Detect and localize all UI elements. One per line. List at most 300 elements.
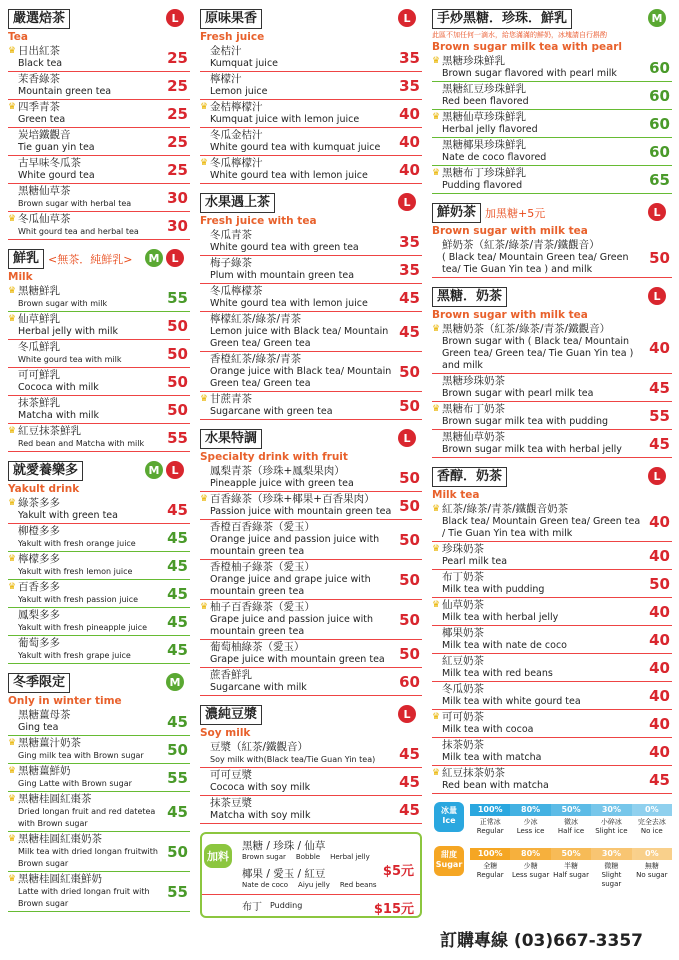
item-name-en: Latte with dried longan fruit with Brown sugar xyxy=(18,887,150,908)
size-L-badge: L xyxy=(648,203,666,221)
section-subtitle: Soy milk xyxy=(200,727,251,739)
item-name-en: Milk tea with nate de coco xyxy=(442,640,567,651)
item-price: 50 xyxy=(399,570,420,589)
item-name-en: Brown sugar with pearl milk tea xyxy=(442,388,594,399)
item-name-en: Brown sugar with herbal tea xyxy=(18,199,132,208)
menu-item xyxy=(432,654,672,682)
item-name-cn: 黑糖紅豆珍珠鮮乳 xyxy=(442,83,526,95)
addon-en: Aiyu jelly xyxy=(298,881,330,889)
section-extra: <無茶．純鮮乳> xyxy=(48,253,133,266)
sugar-level: 50% xyxy=(551,848,591,860)
item-name-en: Plum with mountain green tea xyxy=(210,270,355,281)
size-badges xyxy=(166,9,184,27)
section-header xyxy=(200,428,422,450)
section-header xyxy=(432,466,672,488)
crown-icon: ♛ xyxy=(8,314,17,324)
section-subtitle: Tea xyxy=(8,31,28,43)
item-price: 40 xyxy=(399,160,420,179)
ice-label xyxy=(591,818,631,836)
section-header xyxy=(432,286,672,308)
crown-icon: ♛ xyxy=(8,286,17,296)
ice-label-cn: 微冰 xyxy=(564,818,579,826)
item-price: 45 xyxy=(167,500,188,519)
size-badges xyxy=(648,9,666,27)
menu-item xyxy=(432,322,672,374)
item-name-en: Kumquat juice with lemon juice xyxy=(210,114,360,125)
menu-item xyxy=(8,764,190,792)
item-name-cn: 四季青茶 xyxy=(18,101,60,113)
item-name-cn: 柳橙多多 xyxy=(18,525,60,537)
menu-item xyxy=(200,284,422,312)
item-name-cn: 紅茶/綠茶/青茶/鐵觀音奶茶 xyxy=(442,503,569,515)
item-price: 40 xyxy=(399,104,420,123)
item-price: 45 xyxy=(167,556,188,575)
section-header xyxy=(8,8,190,30)
item-price: 50 xyxy=(399,644,420,663)
item-name-en: Ging milk tea with Brown sugar xyxy=(18,751,144,760)
menu-item xyxy=(8,340,190,368)
section-header xyxy=(432,202,672,224)
item-name-en: White gourd tea with milk xyxy=(18,355,122,364)
item-name-cn: 鳳梨青茶（珍珠+鳳梨果肉） xyxy=(210,465,345,477)
item-price: 40 xyxy=(649,546,670,565)
item-name-en: Dried longan fruit and red datetea with Brown sugar xyxy=(18,807,156,828)
menu-item xyxy=(8,608,190,636)
item-price: 40 xyxy=(649,658,670,677)
item-name-cn: 茉香綠茶 xyxy=(18,73,60,85)
ice-labels xyxy=(470,818,672,836)
item-price: 45 xyxy=(649,434,670,453)
item-name-en: Tie guan yin tea xyxy=(18,142,95,153)
item-name-en: Red been flavored xyxy=(442,96,529,107)
addon-en: Brown sugar xyxy=(242,853,286,861)
menu-item xyxy=(200,768,422,796)
item-name-cn: 黑糖桂圓紅棗奶茶 xyxy=(18,833,102,845)
item-name-cn: 葡萄多多 xyxy=(18,637,60,649)
crown-icon: ♛ xyxy=(432,404,441,414)
item-name-cn: 金桔汁 xyxy=(210,45,242,57)
menu-section xyxy=(432,286,672,458)
menu-item xyxy=(200,156,422,184)
sugar-level-bar xyxy=(470,848,672,860)
menu-column-2 xyxy=(200,8,422,918)
menu-item xyxy=(432,238,672,278)
item-name-cn: 可可鮮乳 xyxy=(18,369,60,381)
menu-item xyxy=(8,72,190,100)
item-name-cn: 梅子綠茶 xyxy=(210,257,252,269)
item-name-en: Black tea xyxy=(18,58,63,69)
item-price: 55 xyxy=(167,882,188,901)
menu-item xyxy=(432,626,672,654)
size-badges xyxy=(166,673,184,691)
sugar-scale xyxy=(432,846,672,888)
menu-item xyxy=(432,766,672,794)
addon-en: Nate de coco xyxy=(242,881,289,889)
size-M-badge: M xyxy=(648,9,666,27)
menu-section xyxy=(200,704,422,824)
menu-item xyxy=(8,424,190,452)
ice-label xyxy=(632,818,672,836)
menu-item xyxy=(8,832,190,872)
menu-item xyxy=(432,110,672,138)
menu-item xyxy=(8,44,190,72)
item-name-en: Grape juice with mountain green tea xyxy=(210,654,385,665)
item-name-cn: 蔗香鮮乳 xyxy=(210,669,252,681)
item-price: 50 xyxy=(167,316,188,335)
section-title: 鮮奶茶 xyxy=(432,203,481,223)
item-price: 30 xyxy=(167,188,188,207)
menu-item xyxy=(8,496,190,524)
menu-item xyxy=(200,256,422,284)
item-name-en: White gourd tea with green tea xyxy=(210,242,359,253)
sugar-label xyxy=(510,862,550,889)
sugar-label-en: Regular xyxy=(476,871,504,879)
crown-icon: ♛ xyxy=(432,168,441,178)
item-name-cn: 百香多多 xyxy=(18,581,60,593)
ice-level-bar xyxy=(470,804,672,816)
item-name-en: Nate de coco flavored xyxy=(442,152,547,163)
menu-section xyxy=(8,460,190,664)
menu-section xyxy=(432,466,672,794)
crown-icon: ♛ xyxy=(200,394,209,404)
item-price: 40 xyxy=(649,742,670,761)
item-name-cn: 百香綠茶（珍珠+椰果+百香果肉） xyxy=(210,493,375,505)
item-price: 40 xyxy=(649,338,670,357)
section-header xyxy=(200,8,422,30)
size-badges xyxy=(398,9,416,27)
item-name-en: White gourd tea xyxy=(18,170,95,181)
size-badges xyxy=(398,193,416,211)
item-name-en: Sugarcane with milk xyxy=(210,682,307,693)
section-title: 黑糖．奶茶 xyxy=(432,287,507,307)
size-badges xyxy=(648,467,666,485)
item-name-cn: 黑糖薑鮮奶 xyxy=(18,765,71,777)
item-price: 40 xyxy=(649,630,670,649)
sugar-label-en: Less sugar xyxy=(511,871,550,879)
menu-item xyxy=(8,872,190,912)
sugar-label-en: Slight sugar xyxy=(601,871,622,888)
sugar-label-cn: 全糖 xyxy=(483,862,498,870)
item-price: 25 xyxy=(167,76,188,95)
item-name-en: Milk tea with dried longan fruitwith Brown sugar xyxy=(18,847,158,868)
item-name-en: Pearl milk tea xyxy=(442,556,508,567)
size-badges xyxy=(398,429,416,447)
menu-item xyxy=(200,560,422,600)
item-name-en: Black tea/ Mountain Green tea/ Green tea / Tie Guan Yin tea with milk xyxy=(442,516,641,539)
item-name-en: Herbal jelly flavored xyxy=(442,124,538,135)
item-name-cn: 黑糖布丁珍珠鮮乳 xyxy=(442,167,526,179)
size-L-badge: L xyxy=(398,705,416,723)
item-price: 35 xyxy=(399,232,420,251)
item-price: 45 xyxy=(399,322,420,341)
ice-label-en: Regular xyxy=(476,827,504,835)
item-price: 35 xyxy=(399,260,420,279)
item-price: 50 xyxy=(399,610,420,629)
menu-item xyxy=(200,668,422,696)
section-title: 手炒黑糖．珍珠．鮮乳 xyxy=(432,9,572,29)
menu-item xyxy=(432,54,672,82)
crown-icon: ♛ xyxy=(432,600,441,610)
menu-item xyxy=(432,570,672,598)
crown-icon: ♛ xyxy=(432,504,441,514)
menu-item xyxy=(8,156,190,184)
item-name-en: Yakult with fresh passion juice xyxy=(18,595,139,604)
item-price: 55 xyxy=(167,428,188,447)
item-name-en: Green tea xyxy=(18,114,66,125)
menu-section xyxy=(432,8,672,194)
crown-icon: ♛ xyxy=(200,602,209,612)
item-name-en: Brown sugar milk tea with pudding xyxy=(442,416,609,427)
menu-item xyxy=(432,402,672,430)
ice-label-en: Half ice xyxy=(557,827,585,835)
menu-item xyxy=(8,792,190,832)
item-price: 45 xyxy=(167,640,188,659)
menu-item xyxy=(8,368,190,396)
sugar-label-cn: 無糖 xyxy=(644,862,659,870)
item-price: 50 xyxy=(399,530,420,549)
crown-icon: ♛ xyxy=(432,768,441,778)
item-name-cn: 黑糖珍珠奶茶 xyxy=(442,375,505,387)
item-price: 50 xyxy=(649,248,670,267)
item-price: 60 xyxy=(649,86,670,105)
column-2-sections xyxy=(200,8,422,824)
menu-item xyxy=(200,464,422,492)
addon-en: Bobble xyxy=(295,853,321,861)
menu-item xyxy=(8,552,190,580)
menu-item xyxy=(200,796,422,824)
item-price: 55 xyxy=(167,768,188,787)
item-price: 60 xyxy=(649,58,670,77)
addon-row-2-cn: 椰果 / 愛玉 / 紅豆 xyxy=(242,868,326,880)
crown-icon: ♛ xyxy=(8,102,17,112)
menu-item xyxy=(8,184,190,212)
item-name-en: Brown sugar with ( Black tea/ Mountain Green tea/ Green tea/ Tie Guan Yin tea ) and milk xyxy=(442,336,634,371)
item-price: 25 xyxy=(167,132,188,151)
menu-item xyxy=(8,736,190,764)
item-name-cn: 冬瓜檸檬汁 xyxy=(210,157,263,169)
item-name-en: Sugarcane with green tea xyxy=(210,406,333,417)
crown-icon: ♛ xyxy=(8,834,17,844)
item-price: 60 xyxy=(649,142,670,161)
item-name-en: Whit gourd tea and herbal tea xyxy=(18,227,139,236)
size-badges xyxy=(145,249,184,267)
item-name-cn: 紅豆奶茶 xyxy=(442,655,484,667)
section-subtitle: Only in winter time xyxy=(8,695,122,707)
item-name-cn: 黑糖桂圓紅棗鮮奶 xyxy=(18,873,102,885)
item-name-en: Milk tea with herbal jelly xyxy=(442,612,559,623)
item-name-en: Passion juice with mountain green tea xyxy=(210,506,392,517)
size-badges xyxy=(648,287,666,305)
item-price: 60 xyxy=(399,672,420,691)
item-name-cn: 甘蔗青茶 xyxy=(210,393,252,405)
menu-column-3 xyxy=(432,8,672,888)
section-header xyxy=(200,192,422,214)
menu-item xyxy=(200,600,422,640)
addon-pudding-en: Pudding xyxy=(270,901,303,910)
order-hotline: 訂購專線 (03)667-3357 xyxy=(440,931,643,951)
menu-item xyxy=(200,492,422,520)
section-header xyxy=(8,248,190,270)
item-price: 35 xyxy=(399,76,420,95)
menu-item xyxy=(432,166,672,194)
item-name-cn: 古早味冬瓜茶 xyxy=(18,157,81,169)
menu-item xyxy=(8,312,190,340)
item-name-en: Lemon juice with Black tea/ Mountain Green tea/ Green tea xyxy=(210,326,389,349)
menu-column-1 xyxy=(8,8,190,920)
size-badges xyxy=(648,203,666,221)
item-name-cn: 紅豆抹茶鮮乳 xyxy=(18,425,81,437)
item-price: 45 xyxy=(399,800,420,819)
item-name-en: Soy milk with(Black tea/Tie Guan Yin tea) xyxy=(210,755,376,764)
ice-label-en: Less ice xyxy=(516,827,545,835)
menu-item xyxy=(200,392,422,420)
item-name-en: Yakult with fresh grape juice xyxy=(18,651,131,660)
menu-item xyxy=(200,312,422,352)
size-L-badge: L xyxy=(648,467,666,485)
crown-icon: ♛ xyxy=(432,56,441,66)
menu-item xyxy=(8,580,190,608)
item-price: 50 xyxy=(167,842,188,861)
item-price: 45 xyxy=(167,584,188,603)
item-price: 30 xyxy=(167,216,188,235)
menu-item xyxy=(432,710,672,738)
ice-label-cn: 少冰 xyxy=(523,818,538,826)
item-name-en: White gourd tea with lemon juice xyxy=(210,170,368,181)
sugar-level: 0% xyxy=(632,848,672,860)
item-name-en: Kumquat juice xyxy=(210,58,279,69)
addon-row-1-cn: 黑糖 / 珍珠 / 仙草 xyxy=(242,840,326,852)
item-price: 55 xyxy=(649,406,670,425)
menu-section xyxy=(200,8,422,184)
item-name-en: ( Black tea/ Mountain Green tea/ Green tea/ Tie Guan Yin tea ) and milk xyxy=(442,252,629,275)
menu-item xyxy=(8,524,190,552)
ice-tag-cn: 冰量 xyxy=(441,806,457,815)
size-badges xyxy=(145,461,184,479)
crown-icon: ♛ xyxy=(432,112,441,122)
item-name-en: Orange juice with Black tea/ Mountain Green tea/ Green tea xyxy=(210,366,392,389)
section-header xyxy=(200,704,422,726)
section-subtitle: Brown sugar with milk tea xyxy=(432,309,588,321)
item-name-cn: 黑糖奶茶（紅茶/綠茶/青茶/鐵觀音） xyxy=(442,323,611,335)
addon-pudding-cn: 布丁 xyxy=(242,902,262,913)
item-name-cn: 黑糖鮮乳 xyxy=(18,285,60,297)
item-name-en: Red bean with matcha xyxy=(442,780,549,791)
crown-icon: ♛ xyxy=(432,324,441,334)
addon-en: Herbal jelly xyxy=(330,853,370,861)
crown-icon: ♛ xyxy=(200,158,209,168)
menu-item xyxy=(432,430,672,458)
item-name-cn: 椰果奶茶 xyxy=(442,627,484,639)
menu-item xyxy=(8,212,190,240)
item-name-cn: 炭培鐵觀音 xyxy=(18,129,71,141)
item-name-cn: 冬瓜仙草茶 xyxy=(18,213,71,225)
item-name-en: Orange juice and grape juice with mountain green tea xyxy=(210,574,371,597)
item-name-cn: 仙草鮮乳 xyxy=(18,313,60,325)
item-name-en: Matcha with soy milk xyxy=(210,810,311,821)
size-badges xyxy=(398,705,416,723)
menu-item xyxy=(432,542,672,570)
sugar-tag-cn: 甜度 xyxy=(441,850,457,859)
item-name-cn: 可可豆漿 xyxy=(210,769,252,781)
item-price: 45 xyxy=(399,744,420,763)
item-price: 45 xyxy=(649,770,670,789)
menu-section xyxy=(8,8,190,240)
item-name-en: Grape juice and passion juice with mountain green tea xyxy=(210,614,374,637)
addon-price-2: $15元 xyxy=(373,902,414,917)
sugar-label-cn: 少糖 xyxy=(523,862,538,870)
menu-item xyxy=(200,44,422,72)
crown-icon: ♛ xyxy=(432,712,441,722)
ice-scale xyxy=(432,802,672,840)
item-name-en: Brown sugar flavored with pearl milk xyxy=(442,68,617,79)
item-name-cn: 檸檬紅茶/綠茶/青茶 xyxy=(210,313,302,325)
addon-row-1 xyxy=(242,838,370,861)
addon-row-2 xyxy=(242,866,377,889)
section-header xyxy=(8,672,190,694)
crown-icon: ♛ xyxy=(8,738,17,748)
item-price: 40 xyxy=(649,602,670,621)
item-price: 35 xyxy=(399,48,420,67)
item-name-en: Mountain green tea xyxy=(18,86,112,97)
ice-level: 100% xyxy=(470,804,510,816)
ice-label-cn: 小碎冰 xyxy=(600,818,622,826)
item-name-cn: 抹茶豆漿 xyxy=(210,797,252,809)
section-title: 就愛養樂多 xyxy=(8,461,83,481)
item-name-cn: 日出紅茶 xyxy=(18,45,60,57)
item-name-en: Ging Latte with Brown sugar xyxy=(18,779,132,788)
item-name-cn: 可可奶茶 xyxy=(442,711,484,723)
crown-icon: ♛ xyxy=(8,426,17,436)
item-name-en: Yakult with fresh lemon juice xyxy=(18,567,133,576)
item-price: 45 xyxy=(649,378,670,397)
item-price: 40 xyxy=(399,132,420,151)
section-title: 鮮乳 xyxy=(8,249,44,269)
menu-item xyxy=(432,682,672,710)
menu-item xyxy=(200,740,422,768)
item-name-cn: 葡萄柚綠茶（愛玉） xyxy=(210,641,305,653)
item-name-en: Brown sugar milk tea with herbal jelly xyxy=(442,444,622,455)
item-price: 50 xyxy=(399,396,420,415)
item-name-en: Lemon juice xyxy=(210,86,268,97)
ice-label-cn: 完全去冰 xyxy=(637,818,666,826)
item-name-en: Milk tea with red beans xyxy=(442,668,553,679)
sugar-level: 30% xyxy=(591,848,631,860)
sugar-labels xyxy=(470,862,672,889)
item-name-cn: 香橙紅茶/綠茶/青茶 xyxy=(210,353,302,365)
sugar-label-cn: 半糖 xyxy=(564,862,579,870)
item-name-cn: 綠茶多多 xyxy=(18,497,60,509)
item-name-en: Yakult with fresh pineapple juice xyxy=(18,623,148,632)
addon-tag: 加料 xyxy=(204,844,232,868)
section-title: 水果特調 xyxy=(200,429,262,449)
menu-item xyxy=(432,738,672,766)
section-extra: 加黑糖+5元 xyxy=(485,207,546,220)
item-name-cn: 布丁奶茶 xyxy=(442,571,484,583)
item-name-cn: 黑糖椰果珍珠鮮乳 xyxy=(442,139,526,151)
item-price: 45 xyxy=(167,612,188,631)
item-price: 40 xyxy=(649,686,670,705)
item-price: 25 xyxy=(167,160,188,179)
item-price: 45 xyxy=(399,772,420,791)
menu-section xyxy=(432,202,672,278)
ice-label xyxy=(551,818,591,836)
menu-item xyxy=(8,128,190,156)
ice-level: 80% xyxy=(510,804,550,816)
item-name-en: Milk tea with white gourd tea xyxy=(442,696,581,707)
section-header xyxy=(8,460,190,482)
item-name-cn: 檸檬多多 xyxy=(18,553,60,565)
item-price: 50 xyxy=(167,372,188,391)
